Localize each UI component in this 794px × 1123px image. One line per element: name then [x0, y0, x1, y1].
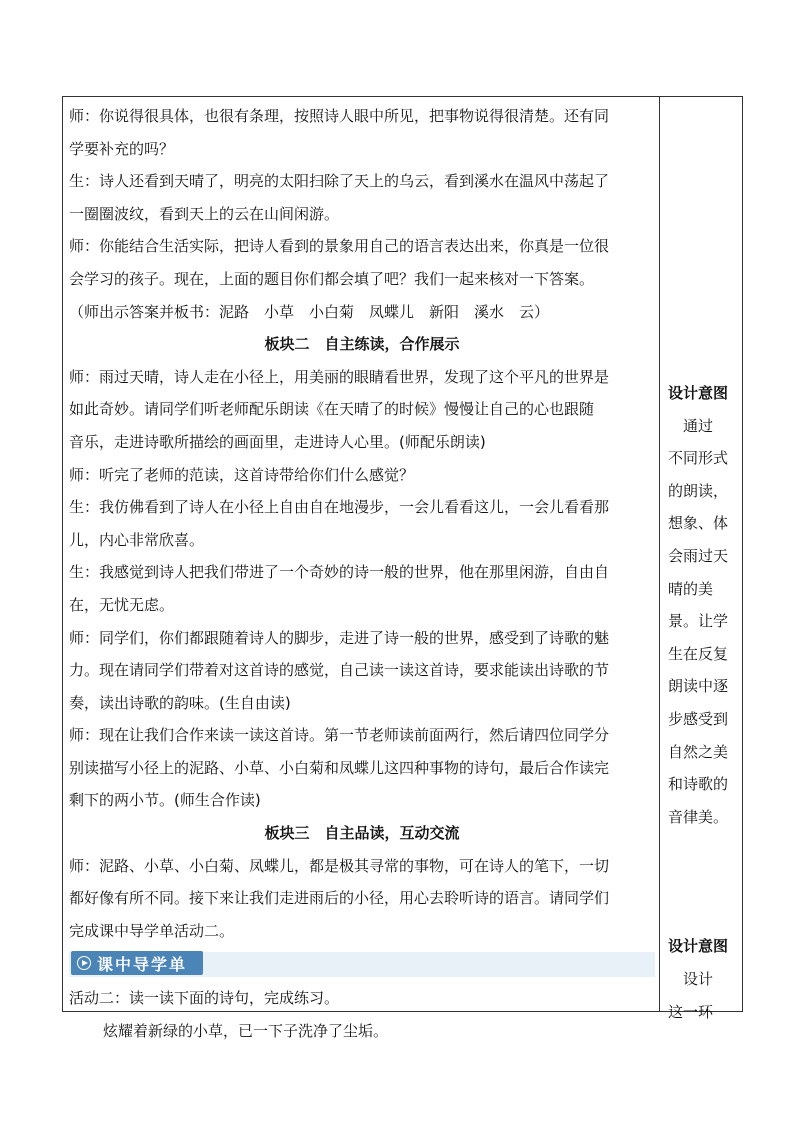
design-notes-column	[666, 97, 738, 1028]
design-note-line: 和诗歌的	[668, 775, 729, 794]
design-note-label: 设计意图	[668, 384, 729, 402]
design-note-line: 景。让学	[668, 612, 729, 631]
text-line: 生：我仿佛看到了诗人在小径上自由自在地漫步，一会儿看看这儿，一会儿看看那	[69, 498, 610, 517]
column-divider	[659, 97, 660, 1011]
text-line: 剩下的两小节。(师生合作读)	[69, 791, 261, 810]
play-circle-icon	[77, 956, 91, 970]
text-line: 师：现在让我们合作来读一读这首诗。第一节老师读前面两行，然后请四位同学分	[69, 726, 610, 745]
section-heading: 板块三 自主品读，互动交流	[264, 824, 460, 843]
text-line: 学要补充的吗？	[69, 139, 175, 158]
design-note-line: 晴的美	[668, 579, 714, 598]
text-line: 奏，读出诗歌的韵味。(生自由读)	[69, 693, 291, 712]
text-line: 生：诗人还看到天晴了，明亮的太阳扫除了天上的乌云，看到溪水在温风中荡起了	[69, 172, 610, 191]
design-note-line: 音律美。	[668, 807, 729, 826]
design-note	[666, 930, 738, 1028]
design-note-line: 想象、体	[668, 514, 729, 533]
text-line: 生：我感觉到诗人把我们带进了一个奇妙的诗一般的世界，他在那里闲游，自由自	[69, 563, 610, 582]
text-line: 师：你能结合生活实际，把诗人看到的景象用自己的语言表达出来，你真是一位很	[69, 237, 610, 256]
text-line: 师：同学们，你们都跟随着诗人的脚步，走进了诗一般的世界，感受到了诗歌的魅	[69, 628, 610, 647]
text-line: 师：泥路、小草、小白菊、凤蝶儿，都是极其寻常的事物，可在诗人的笔下，一切	[69, 856, 610, 875]
main-lines	[69, 100, 655, 947]
design-note-line: 生在反复	[668, 644, 729, 663]
text-line: 炫耀着新绿的小草，已一下子洗净了尘垢。	[103, 1022, 389, 1041]
banner-label: 课中导学单	[97, 954, 188, 974]
text-line: 如此奇妙。请同学们听老师配乐朗读《在天晴了的时候》慢慢让自己的心也跟随	[69, 400, 595, 419]
text-line: 完成课中导学单活动二。	[69, 921, 235, 940]
design-note-line: 自然之美	[668, 742, 729, 761]
text-line: 儿，内心非常欣喜。	[69, 530, 205, 549]
text-line: 会学习的孩子。现在，上面的题目你们都会填了吧？我们一起来核对一下答案。	[69, 269, 595, 288]
text-line: （师出示答案并板书：泥路 小草 小白菊 凤蝶儿 新阳 溪水 云）	[69, 302, 550, 321]
guide-banner	[69, 949, 655, 979]
design-note-line: 会雨过天	[668, 546, 729, 565]
design-note-line: 这一环	[668, 1002, 714, 1021]
design-note-line: 的朗读，	[668, 481, 729, 500]
design-note-line: 步感受到	[668, 709, 729, 728]
section-heading: 板块二 自主练读，合作展示	[264, 335, 460, 354]
lesson-table	[62, 96, 743, 1041]
text-line: 一圈圈波纹，看到天上的云在山间闲游。	[69, 204, 340, 223]
text-line: 在，无忧无虑。	[69, 595, 175, 614]
design-note	[666, 377, 738, 833]
text-line: 都好像有所不同。接下来让我们走进雨后的小径，用心去聆听诗的语言。请同学们	[69, 889, 610, 908]
text-line: 力。现在请同学们带着对这首诗的感觉，自己读一读这首诗，要求能读出诗歌的节	[69, 661, 610, 680]
design-note-label: 设计意图	[668, 937, 729, 956]
text-line: 师：听完了老师的范读，这首诗带给你们什么感觉？	[69, 465, 415, 484]
after-banner-lines	[69, 982, 655, 1047]
design-note-line: 设计	[668, 969, 714, 988]
design-note-line: 朗读中逐	[668, 677, 729, 696]
banner-tag	[71, 951, 203, 975]
design-note-line: 不同形式	[668, 449, 729, 468]
text-line: 师：雨过天晴，诗人走在小径上，用美丽的眼睛看世界，发现了这个平凡的世界是	[69, 367, 610, 386]
text-line: 师：你说得很具体，也很有条理，按照诗人眼中所见，把事物说得很清楚。还有同	[69, 107, 610, 125]
lesson-content	[69, 100, 655, 1048]
text-line: 别读描写小径上的泥路、小草、小白菊和凤蝶儿这四种事物的诗句，最后合作读完	[69, 758, 610, 777]
text-line: 活动二：读一读下面的诗句，完成练习。	[69, 989, 340, 1008]
text-line: 音乐，走进诗歌所描绘的画面里，走进诗人心里。(师配乐朗读)	[69, 432, 486, 451]
design-note-line: 通过	[668, 416, 714, 435]
